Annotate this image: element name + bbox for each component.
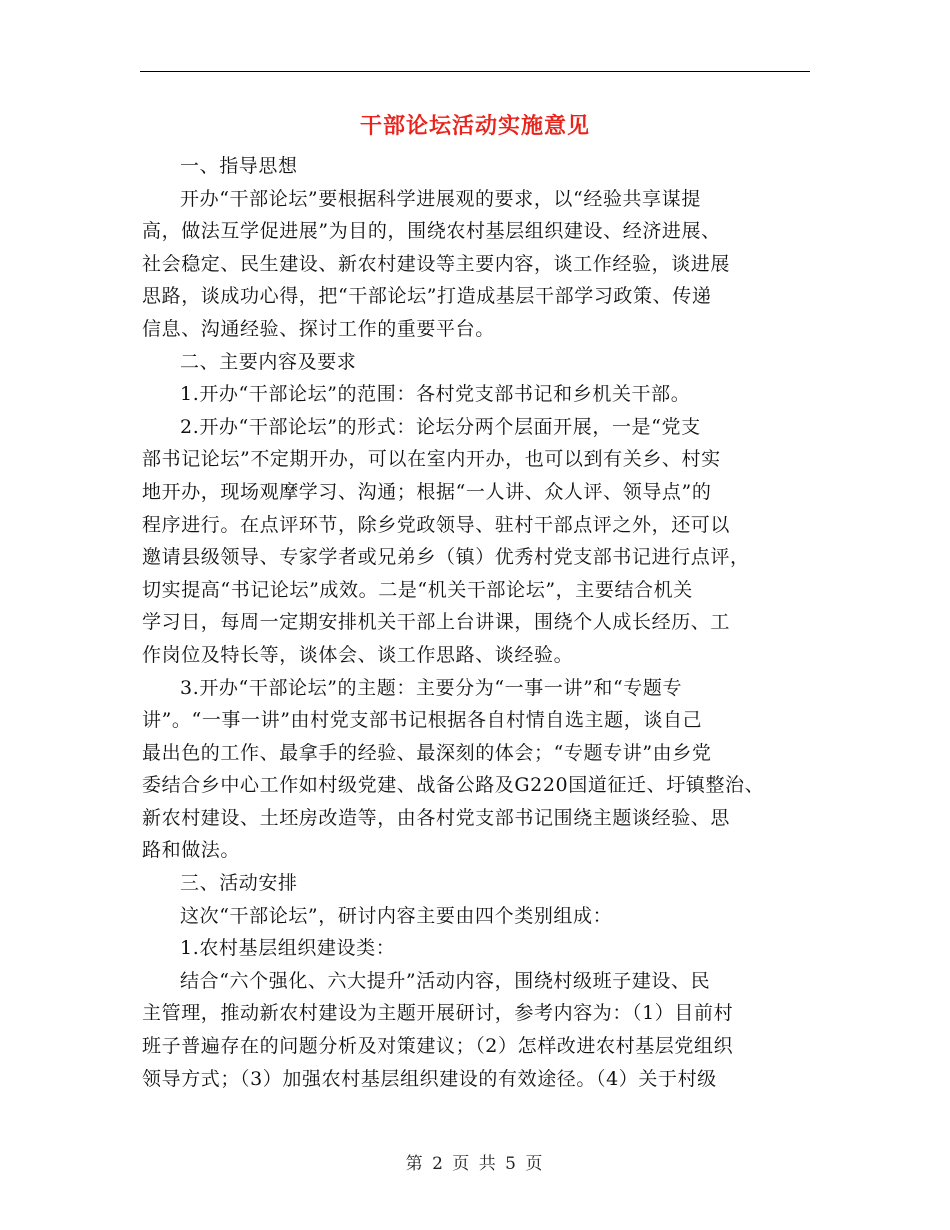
text-line: 开办“干部论坛”要根据科学进展观的要求，以“经验共享谋提 (180, 187, 701, 210)
text-line: 领导方式；（3）加强农村基层组织建设的有效途径。（4）关于村级 (142, 1067, 717, 1090)
text-line: 2.开办“干部论坛”的形式：论坛分两个层面开展，一是“党支 (180, 415, 701, 438)
document-title: 干部论坛活动实施意见 (359, 113, 590, 139)
text-line: 地开办，现场观摩学习、沟通；根据“一人讲、众人评、领导点”的 (142, 480, 712, 503)
text-line: 主管理，推动新农村建设为主题开展研讨，参考内容为：（1）目前村 (142, 1002, 734, 1025)
text-line: 1.开办“干部论坛”的范围：各村党支部书记和乡机关干部。 (180, 383, 691, 406)
text-line: 二、主要内容及要求 (180, 350, 357, 373)
document-body (142, 150, 810, 1095)
text-line: 讲”。“一事一讲”由村党支部书记根据各自村情自选主题，谈自己 (142, 709, 703, 732)
text-line: 程序进行。在点评环节，除乡党政领导、驻村干部点评之外，还可以 (142, 513, 731, 536)
text-line: 高，做法互学促进展”为目的，围绕农村基层组织建设、经济进展、 (142, 220, 721, 243)
text-line: 学习日，每周一定期安排机关干部上台讲课，围绕个人成长经历、工 (142, 611, 731, 634)
text-line: 路和做法。 (142, 839, 241, 862)
text-line: 这次“干部论坛”，研讨内容主要由四个类别组成： (180, 904, 613, 927)
text-line: 部书记论坛”不定期开办，可以在室内开办，也可以到有关乡、村实 (142, 448, 721, 471)
text-line: 班子普遍存在的问题分析及对策建议；（2）怎样改进农村基层党组织 (142, 1035, 734, 1058)
header-rule (140, 71, 810, 72)
text-line: 最出色的工作、最拿手的经验、最深刻的体会；“专题专讲”由乡党 (142, 741, 712, 764)
text-line: 社会稳定、民生建设、新农村建设等主要内容，谈工作经验，谈进展 (142, 252, 731, 275)
text-line: 作岗位及特长等，谈体会、谈工作思路、谈经验。 (142, 643, 574, 666)
text-line: 新农村建设、土坯房改造等，由各村党支部书记围绕主题谈经验、思 (142, 806, 731, 829)
text-line: 思路，谈成功心得，把“干部论坛”打造成基层干部学习政策、传递 (142, 285, 712, 308)
text-line: 切实提高“书记论坛”成效。二是“机关干部论坛”，主要结合机关 (142, 578, 693, 601)
text-line: 3.开办“干部论坛”的主题：主要分为“一事一讲”和“专题专 (180, 676, 683, 699)
text-line: 1.农村基层组织建设类： (180, 937, 396, 960)
text-line: 邀请县级领导、专家学者或兄弟乡（镇）优秀村党支部书记进行点评， (142, 546, 750, 569)
text-line: 三、活动安排 (180, 872, 298, 895)
text-line: 一、指导思想 (180, 155, 298, 177)
text-line: 信息、沟通经验、探讨工作的重要平台。 (142, 317, 495, 340)
text-line: 委结合乡中心工作如村级党建、战备公路及G220国道征迁、圩镇整治、 (142, 774, 765, 797)
page-number: 第 2 页 共 5 页 (405, 1154, 545, 1174)
text-line: 结合“六个强化、六大提升”活动内容，围绕村级班子建设、民 (180, 969, 711, 992)
